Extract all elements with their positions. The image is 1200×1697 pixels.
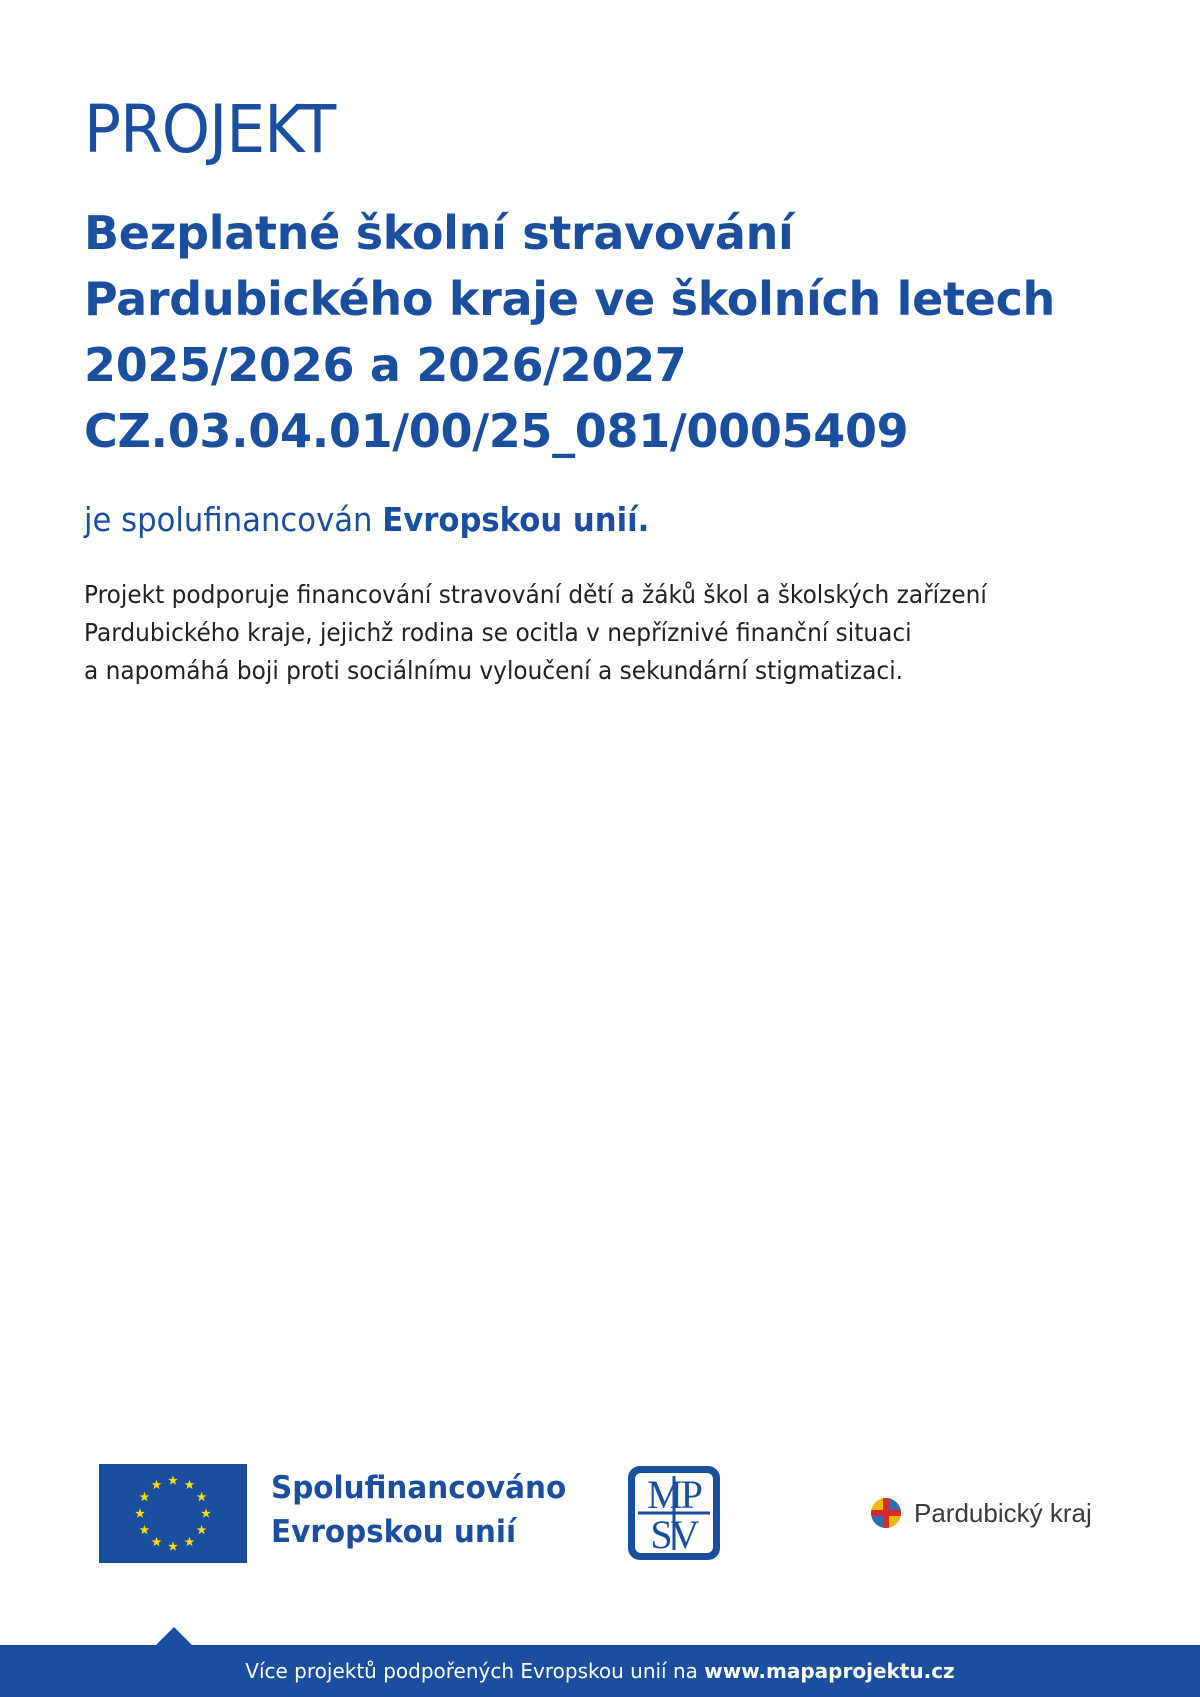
footer-bar: [0, 1645, 1200, 1697]
svg-text:MP: MP: [647, 1472, 701, 1517]
eu-flag-icon: [99, 1464, 247, 1563]
mpsv-logo: [626, 1464, 722, 1562]
description-line: a napomáhá boji proti sociálnímu vyloučení a sekundární stigmatizaci.: [84, 656, 904, 685]
title-line: Pardubického kraje ve školních letech: [84, 272, 1055, 326]
description-line: Pardubického kraje, jejichž rodina se ocitla v nepříznivé finanční situaci: [84, 618, 912, 647]
project-description: [84, 576, 1088, 690]
footer-notch: [154, 1627, 194, 1647]
pardubicky-kraj-logo: [870, 1495, 1092, 1531]
footer-link[interactable]: www.mapaprojektu.cz: [704, 1659, 955, 1683]
cofinance-prefix: je spolufinancován: [84, 500, 383, 539]
eu-cofinanced-text: [271, 1466, 566, 1554]
footer-text: Více projektů podpořených Evropskou unií na: [245, 1659, 705, 1683]
title-line: Bezplatné školní stravování: [84, 206, 794, 260]
project-code: CZ.03.04.01/00/25_081/0005409: [84, 404, 909, 458]
pardubicky-kraj-emblem-icon: [870, 1497, 902, 1529]
svg-text:SV: SV: [650, 1512, 698, 1557]
kicker-label: PROJEKT: [84, 91, 336, 168]
cofinance-emphasis: Evropskou unií.: [382, 500, 650, 539]
pardubicky-kraj-name: Pardubický kraj: [914, 1497, 1092, 1528]
eu-text-line: Evropskou unií: [271, 1514, 517, 1550]
eu-text-line: Spolufinancováno: [271, 1470, 567, 1506]
cofinance-statement: [84, 498, 649, 542]
project-title: [84, 200, 1144, 464]
description-line: Projekt podporuje financování stravování dětí a žáků škol a školských zařízení: [84, 580, 987, 609]
title-line: 2025/2026 a 2026/2027: [84, 338, 687, 392]
